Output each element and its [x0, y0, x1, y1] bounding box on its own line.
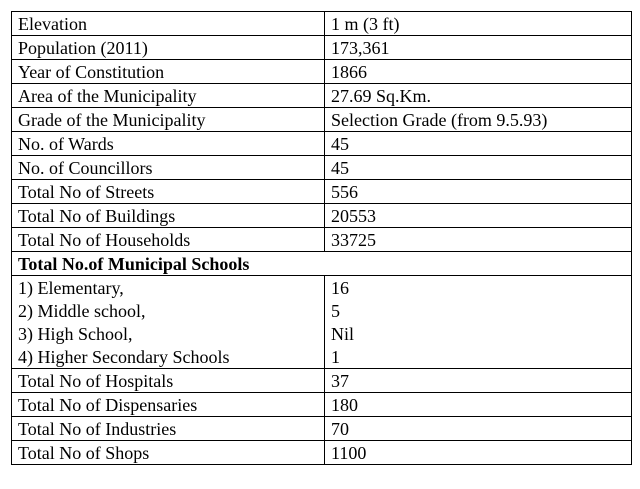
row-value: 45 — [325, 132, 632, 156]
row-label: No. of Councillors — [12, 156, 325, 180]
table-row — [12, 12, 632, 36]
school-value: 1 — [325, 345, 632, 369]
table-row — [12, 132, 632, 156]
row-value: 20553 — [325, 204, 632, 228]
row-label: Total No of Buildings — [12, 204, 325, 228]
row-label: Total No of Households — [12, 228, 325, 252]
row-label: Elevation — [12, 12, 325, 36]
row-label: Total No of Shops — [12, 441, 325, 465]
school-label: 1) Elementary, — [12, 276, 325, 300]
table-row — [12, 417, 632, 441]
row-value: 1 m (3 ft) — [325, 12, 632, 36]
row-value: 45 — [325, 156, 632, 180]
table-row — [12, 228, 632, 252]
school-value: Nil — [325, 322, 632, 345]
row-label: Total No of Hospitals — [12, 369, 325, 393]
row-label: No. of Wards — [12, 132, 325, 156]
table-row — [12, 180, 632, 204]
table-row — [12, 393, 632, 417]
row-value: 180 — [325, 393, 632, 417]
school-label: 4) Higher Secondary Schools — [12, 345, 325, 369]
municipality-info-table — [11, 11, 632, 465]
row-value: Selection Grade (from 9.5.93) — [325, 108, 632, 132]
row-value: 173,361 — [325, 36, 632, 60]
schools-section-header: Total No.of Municipal Schools — [12, 252, 632, 276]
section-header-row — [12, 252, 632, 276]
row-label: Area of the Municipality — [12, 84, 325, 108]
table-row — [12, 108, 632, 132]
row-label: Total No of Dispensaries — [12, 393, 325, 417]
row-value: 1100 — [325, 441, 632, 465]
table-row — [12, 322, 632, 345]
row-label: Grade of the Municipality — [12, 108, 325, 132]
row-value: 556 — [325, 180, 632, 204]
row-value: 33725 — [325, 228, 632, 252]
row-value: 37 — [325, 369, 632, 393]
table-row — [12, 204, 632, 228]
table-row — [12, 60, 632, 84]
row-value: 1866 — [325, 60, 632, 84]
table-row — [12, 84, 632, 108]
school-value: 16 — [325, 276, 632, 300]
table-row — [12, 36, 632, 60]
row-label: Population (2011) — [12, 36, 325, 60]
row-label: Total No of Industries — [12, 417, 325, 441]
table-row — [12, 299, 632, 322]
municipality-info-table-container — [11, 11, 631, 465]
school-label: 3) High School, — [12, 322, 325, 345]
school-value: 5 — [325, 299, 632, 322]
table-row — [12, 441, 632, 465]
row-label: Year of Constitution — [12, 60, 325, 84]
table-row — [12, 345, 632, 369]
table-row — [12, 369, 632, 393]
row-label: Total No of Streets — [12, 180, 325, 204]
row-value: 27.69 Sq.Km. — [325, 84, 632, 108]
table-row — [12, 156, 632, 180]
school-label: 2) Middle school, — [12, 299, 325, 322]
row-value: 70 — [325, 417, 632, 441]
table-row — [12, 276, 632, 300]
